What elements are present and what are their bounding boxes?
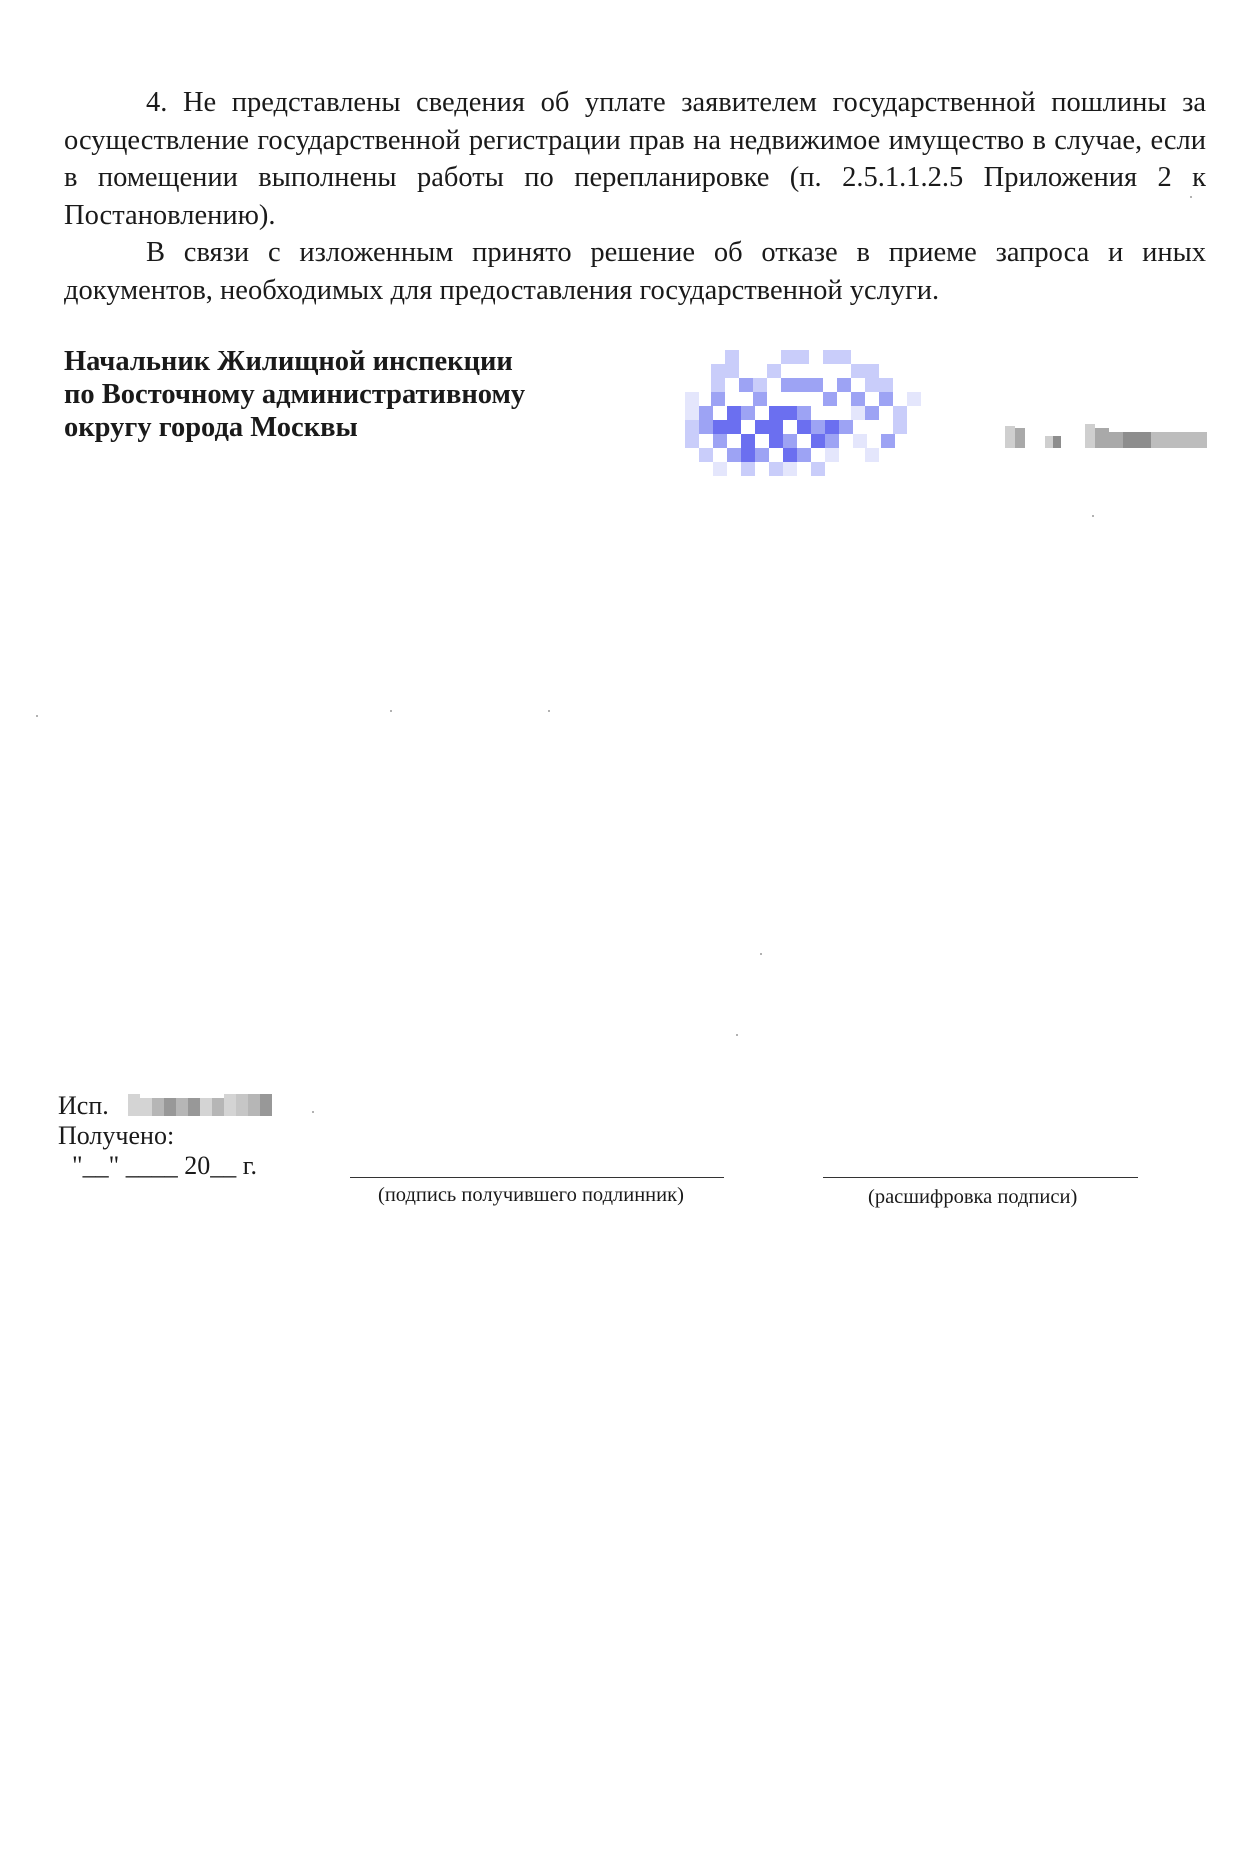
signer-title-line: округу города Москвы bbox=[64, 412, 358, 443]
scan-speck bbox=[390, 710, 392, 712]
signer-title-line: по Восточному административному bbox=[64, 379, 526, 410]
scan-speck bbox=[548, 710, 550, 712]
executor-label: Исп. bbox=[58, 1091, 109, 1120]
paragraph-decision: В связи с изложенным принято решение об отказе в приеме запроса и иных документов, необходимых для предоставления государственной услуги. bbox=[64, 237, 1206, 306]
scan-speck bbox=[1092, 515, 1094, 517]
redacted-signature-icon bbox=[685, 348, 935, 478]
signature-caption: (подпись получившего подлинник) bbox=[378, 1184, 684, 1206]
decode-caption: (расшифровка подписи) bbox=[868, 1186, 1078, 1208]
signature-decode-line bbox=[823, 1177, 1138, 1178]
received-date-field: "__" ____ 20__ г. bbox=[72, 1151, 257, 1180]
scan-speck bbox=[312, 1111, 314, 1113]
scan-speck bbox=[760, 953, 762, 955]
redacted-executor-icon bbox=[128, 1090, 278, 1118]
scan-speck bbox=[1190, 196, 1192, 198]
received-label: Получено: bbox=[58, 1121, 175, 1150]
scan-speck bbox=[736, 1034, 738, 1036]
scan-speck bbox=[36, 715, 38, 717]
paragraph-item-4: 4. Не представлены сведения об уплате заявителем государственной пошлины за осуществление государственной регистрации прав на недвижимое имущество в случае, если в помещении выполнены работы по перепланировке (п. 2.5.1.1.2.5 Приложения 2 к Постановлению). bbox=[64, 87, 1206, 231]
signature-line bbox=[350, 1177, 724, 1178]
signer-title-line: Начальник Жилищной инспекции bbox=[64, 346, 513, 377]
signer-title bbox=[64, 345, 525, 444]
redacted-name-icon bbox=[1005, 422, 1210, 452]
